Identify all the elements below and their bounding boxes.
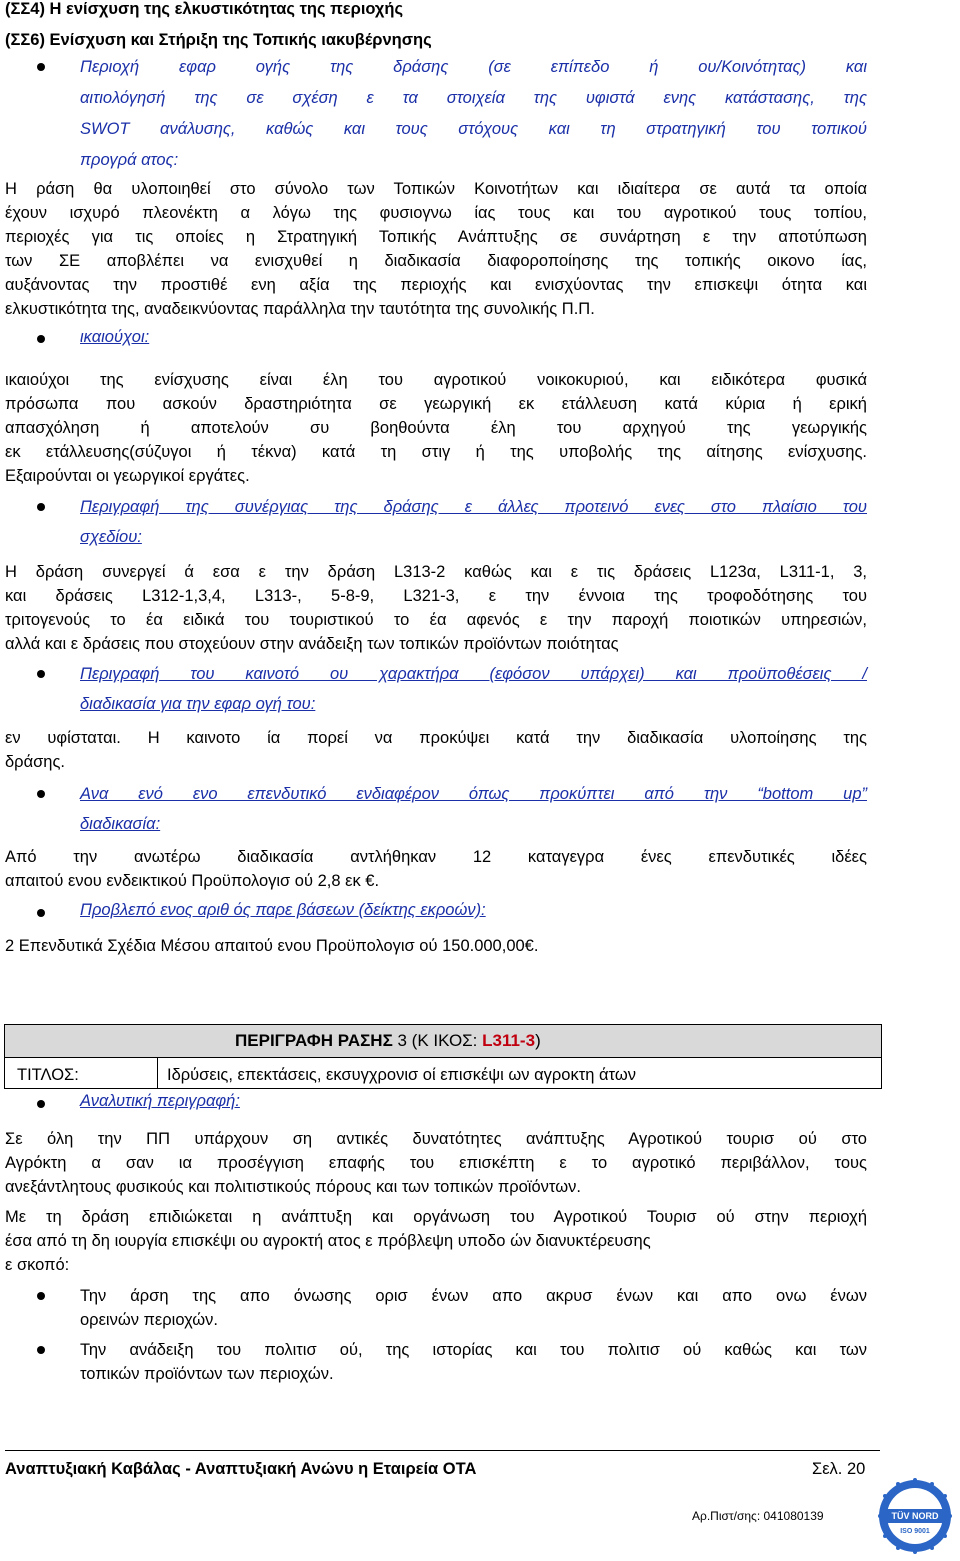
synergy-body-4: αλλά και ε δράσεις που στοχεύουν στην ανάδειξη των τοπικών προϊόντων ποιότητας — [5, 635, 619, 653]
detailed-bullet2-2: τοπικών προϊόντων των περιοχών. — [80, 1365, 334, 1383]
detailed-para1-2: Αγρόκτη α σαν ια προσέγγιση επαφής του επισκέπτη ε το αγροτικό περιβάλλον, τους — [5, 1154, 867, 1172]
bullet-icon — [37, 503, 45, 511]
logo-text: TÜV NORD — [891, 1511, 939, 1521]
applications-title: Προβλεπό ενος αριθ ός παρε βάσεων (δείκτης εκροών): — [80, 901, 486, 919]
detailed-bullet1-1: Την άρση της απο όνωσης ορισ ένων απο ακρυσ ένων και απο ονω ένων — [80, 1287, 867, 1305]
synergy-body-3: τριτογενούς το έα ειδικά του τουριστικού το έα αφενός ε την παροχή ποιοτικών υπηρεσιών, — [5, 611, 867, 629]
bullet-icon — [37, 335, 45, 343]
applications-body: 2 Επενδυτικά Σχέδια Μέσου απαιτού ενου Προϋπολογισ ού 150.000,00€. — [5, 937, 539, 955]
area-body-4: των ΣΕ αποβλέπει να ενισχυθεί η διαδικασία διαφοροποίησης της τοπικής οικονο ίας, — [5, 252, 867, 270]
beneficiaries-body-3: απασχόληση ή αποτελούν συ βοηθούντα έλη του αρχηγού της γεωργικής — [5, 419, 867, 437]
footer-cert-number: Αρ.Πιστ/σης: 041080139 — [692, 1509, 824, 1523]
bullet-icon — [37, 1100, 45, 1108]
logo-subtext: ISO 9001 — [900, 1528, 930, 1535]
footer-left: Αναπτυξιακή Καβάλας - Αναπτυξιακή Ανώνυ η Εταιρεία ΟΤΑ — [5, 1460, 477, 1478]
investment-title-2: διαδικασία: — [80, 815, 161, 833]
bullet-icon — [37, 790, 45, 798]
area-title-2: αιτιολόγησή της σε σχέση ε τα στοιχεία της υφιστά ενης κατάστασης, της — [80, 89, 867, 107]
title-value: Ιδρύσεις, επεκτάσεις, εκσυγχρονισ οί επισκέψι ων αγροκτη άτων — [167, 1066, 636, 1084]
title-label: ΤΙΤΛΟΣ: — [17, 1066, 79, 1084]
beneficiaries-body-1: ικαιούχοι της ενίσχυσης είναι έλη του αγροτικού νοικοκυριού, και ειδικότερα φυσικά — [5, 371, 867, 389]
beneficiaries-title: ικαιούχοι: — [80, 328, 150, 346]
detailed-para2-1: Με τη δράση επιδιώκεται η ανάπτυξη και οργάνωση του Αγροτικού Τουρισ ού στην περιοχή — [5, 1208, 867, 1226]
synergy-title-2: σχεδίου: — [80, 528, 142, 546]
investment-body-1: Από την ανωτέρω διαδικασία αντλήθηκαν 12 καταγεγρα ένες επενδυτικές ιδέες — [5, 848, 867, 866]
action-code: L311-3 — [482, 1031, 536, 1050]
area-body-2: έχουν ισχυρό πλεονέκτη α λόγω της φυσιογνω ίας τους και του αγροτικού τους τοπίου, — [5, 204, 867, 222]
innovation-title-2: διαδικασία για την εφαρ ογή του: — [80, 695, 316, 713]
synergy-title-1: Περιγραφή της συνέργιας της δράσης ε άλλες προτεινό ενες στο πλαίσιο του — [80, 498, 867, 516]
detailed-para1-1: Σε όλη την ΠΠ υπάρχουν ση αντικές δυνατότητες ανάπτυξης Αγροτικού τουρισ ού στο — [5, 1130, 867, 1148]
innovation-title-1: Περιγραφή του καινοτό ου χαρακτήρα (εφόσον υπάρχει) και προϋποθέσεις / — [80, 665, 867, 683]
bullet-icon — [37, 909, 45, 917]
tuv-certification-logo — [872, 1476, 958, 1556]
area-body-5: αυξάνοντας την προστιθέ ενη αξία της περιοχής και ενισχύοντας την επισκεψι ότητα και — [5, 276, 867, 294]
footer-rule — [5, 1450, 880, 1451]
synergy-body-2: και δράσεις L312-1,3,4, L313-, 5-8-9, L321-3, ε την έννοια της τροφοδότησης του — [5, 587, 867, 605]
action-title-box — [4, 1057, 882, 1089]
action-heading: ΠΕΡΙΓΡΑΦΗ ΡΑΣΗΣ 3 (Κ ΙΚΟΣ: L311-3) — [235, 1031, 541, 1050]
beneficiaries-body-2: πρόσωπα που ασκούν δραστηριότητα σε γεωργική εκ ετάλλευση κατά κύρια ή ερική — [5, 395, 867, 413]
bullet-icon — [37, 1346, 45, 1354]
footer-page-number: Σελ. 20 — [812, 1460, 866, 1478]
investment-title-1: Ανα ενό ενο επενδυτικό ενδιαφέρον όπως προκύπτει από την “bottom up” — [80, 785, 867, 803]
bullet-icon — [37, 63, 45, 71]
innovation-body-2: δράσης. — [5, 753, 66, 771]
investment-body-2: απαιτού ενου ενδεικτικού Προϋπολογισ ού 2,8 εκ €. — [5, 872, 380, 890]
detailed-para1-3: ανεξάντλητους φυσικούς και πολιτιστικούς πόρους και των τοπικών προϊόντων. — [5, 1178, 581, 1196]
area-body-1: Η ράση θα υλοποιηθεί στο σύνολο των Τοπικών Κοινοτήτων και ιδιαίτερα σε αυτά τα οποία — [5, 180, 867, 198]
detailed-bullet1-2: ορεινών περιοχών. — [80, 1311, 219, 1329]
heading-ss6: (ΣΣ6) Ενίσχυση και Στήριξη της Τοπικής ιακυβέρνησης — [5, 31, 432, 49]
bullet-icon — [37, 1292, 45, 1300]
heading-ss4: (ΣΣ4) Η ενίσχυση της ελκυστικότητας της περιοχής — [5, 0, 404, 18]
area-body-3: περιοχές για τις οποίες η Στρατηγική Τοπικής Ανάπτυξης σε συνάρτηση ε την αποτύπωση — [5, 228, 867, 246]
action-heading-box — [4, 1024, 882, 1058]
detailed-para2-2: έσα από τη δη ιουργία επισκέψι ου αγροκτή ατος ε πρόβλεψη υποδο ών διανυκτέρευσης — [5, 1232, 651, 1250]
area-title-1: Περιοχή εφαρ ογής της δράσης (σε επίπεδο ή ου/Κοινότητας) και — [80, 58, 867, 76]
area-title-4: προγρά ατος: — [80, 151, 179, 169]
area-title-3: SWOT ανάλυσης, καθώς και τους στόχους και τη στρατηγική του τοπικού — [80, 120, 867, 138]
detailed-para2-3: ε σκοπό: — [5, 1256, 70, 1274]
detailed-bullet2-1: Την ανάδειξη του πολιτισ ού, της ιστορίας και του πολιτισ ού καθώς και των — [80, 1341, 867, 1359]
synergy-body-1: Η δράση συνεργεί ά εσα ε την δράση L313-2 καθώς και ε τις δράσεις L123α, L311-1, 3, — [5, 563, 867, 581]
beneficiaries-body-4: εκ ετάλλευσης(σύζυγοι ή τέκνα) κατά τη στιγ ή της υποβολής της αίτησης ενίσχυσης. — [5, 443, 867, 461]
area-body-6: ελκυστικότητα της, αναδεικνύοντας παράλληλα την ταυτότητα της συνολικής Π.Π. — [5, 300, 595, 318]
innovation-body-1: εν υφίσταται. Η καινοτο ία πορεί να προκύψει κατά την διαδικασία υλοποίησης της — [5, 729, 867, 747]
table-divider — [157, 1058, 158, 1088]
detailed-title: Αναλυτική περιγραφή: — [80, 1092, 240, 1110]
bullet-icon — [37, 670, 45, 678]
beneficiaries-body-5: Εξαιρούνται οι γεωργικοί εργάτες. — [5, 467, 250, 485]
